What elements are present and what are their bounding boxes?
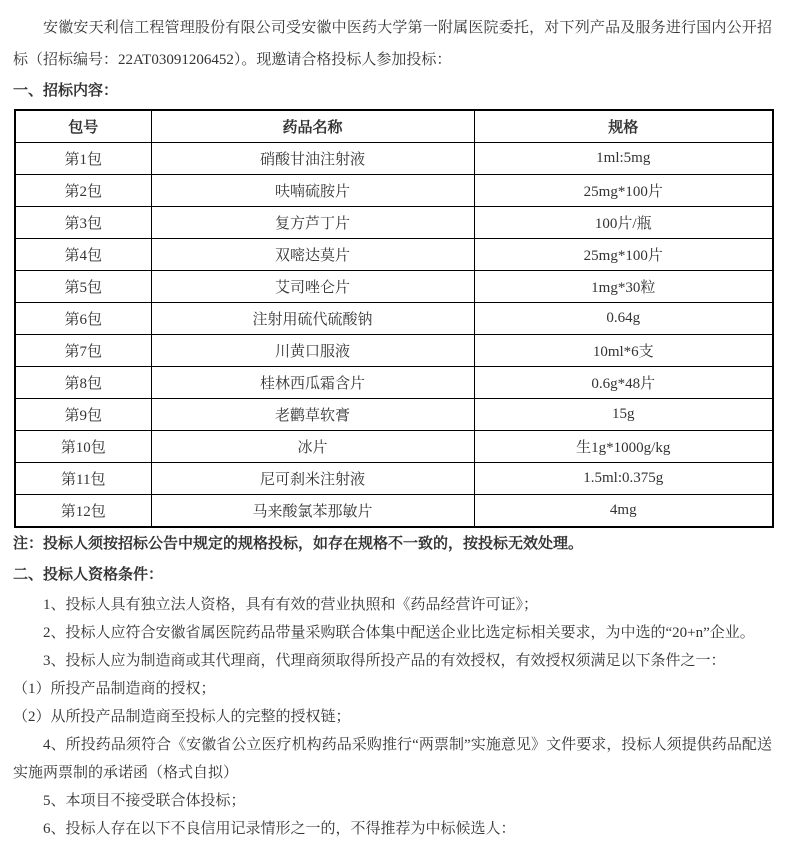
package-cell: 第5包 xyxy=(15,271,151,303)
table-row xyxy=(15,431,773,463)
qualification-item-4: 4、所投药品须符合《安徽省公立医疗机构药品采购推行“两票制”实施意见》文件要求，投标人须提供药品配送实施两票制的承诺函（格式自拟） xyxy=(13,737,772,781)
spec-cell: 1mg*30粒 xyxy=(474,271,773,303)
qualification-item-6: 6、投标人存在以下不良信用记录情形之一的，不得推荐为中标候选人： xyxy=(43,821,516,837)
drug-name-cell: 川黄口服液 xyxy=(151,335,474,367)
table-row xyxy=(15,335,773,367)
drug-name-cell: 老鹳草软膏 xyxy=(151,399,474,431)
spec-cell: 100片/瓶 xyxy=(474,207,773,239)
spec-cell: 4mg xyxy=(474,495,773,528)
package-cell: 第8包 xyxy=(15,367,151,399)
spec-compliance-note: 注：投标人须按招标公告中规定的规格投标，如存在规格不一致的，按投标无效处理。 xyxy=(13,536,584,552)
intro-paragraph: 安徽安天利信工程管理股份有限公司受安徽中医药大学第一附属医院委托，对下列产品及服务进行国内公开招标（招标编号：22AT03091206452）。现邀请合格投标人参加投标： xyxy=(13,20,772,68)
qualification-item-3: 3、投标人应为制造商或其代理商，代理商须取得所投产品的有效授权，有效授权须满足以下条件之一： xyxy=(43,653,726,669)
drug-name-cell: 复方芦丁片 xyxy=(151,207,474,239)
section-heading-bidder-qualification: 二、投标人资格条件： xyxy=(13,567,164,583)
spec-cell: 1ml:5mg xyxy=(474,143,773,175)
drug-name-cell: 冰片 xyxy=(151,431,474,463)
table-row xyxy=(15,239,773,271)
package-cell: 第12包 xyxy=(15,495,151,528)
spec-cell: 25mg*100片 xyxy=(474,239,773,271)
package-cell: 第1包 xyxy=(15,143,151,175)
table-row xyxy=(15,399,773,431)
table-row xyxy=(15,175,773,207)
spec-cell: 生1g*1000g/kg xyxy=(474,431,773,463)
table-row xyxy=(15,271,773,303)
drug-name-cell: 桂林西瓜霜含片 xyxy=(151,367,474,399)
spec-cell: 25mg*100片 xyxy=(474,175,773,207)
table-row xyxy=(15,143,773,175)
drug-name-cell: 硝酸甘油注射液 xyxy=(151,143,474,175)
spec-cell: 1.5ml:0.375g xyxy=(474,463,773,495)
drug-name-cell: 尼可刹米注射液 xyxy=(151,463,474,495)
table-row xyxy=(15,495,773,528)
qualification-item-5: 5、本项目不接受联合体投标； xyxy=(43,793,246,809)
qualification-item-1: 1、投标人具有独立法人资格，具有有效的营业执照和《药品经营许可证》； xyxy=(43,597,539,613)
package-cell: 第4包 xyxy=(15,239,151,271)
qualification-item-2: 2、投标人应符合安徽省属医院药品带量采购联合体集中配送企业比选定标相关要求，为中选的“20+n”企业。 xyxy=(43,625,755,641)
qualification-item-3-sub-1: （1）所投产品制造商的授权； xyxy=(13,681,216,697)
spec-cell: 10ml*6支 xyxy=(474,335,773,367)
spec-cell: 0.6g*48片 xyxy=(474,367,773,399)
package-cell: 第9包 xyxy=(15,399,151,431)
spec-cell: 0.64g xyxy=(474,303,773,335)
col-header-spec: 规格 xyxy=(474,110,773,143)
table-header-row xyxy=(15,110,773,143)
drug-name-cell: 马来酸氯苯那敏片 xyxy=(151,495,474,528)
package-cell: 第6包 xyxy=(15,303,151,335)
drug-name-cell: 呋喃硫胺片 xyxy=(151,175,474,207)
table-row xyxy=(15,303,773,335)
package-cell: 第10包 xyxy=(15,431,151,463)
package-cell: 第7包 xyxy=(15,335,151,367)
drug-name-cell: 双嘧达莫片 xyxy=(151,239,474,271)
qualification-item-3-sub-2: （2）从所投产品制造商至投标人的完整的授权链； xyxy=(13,709,351,725)
package-cell: 第2包 xyxy=(15,175,151,207)
tender-items-table xyxy=(14,109,774,528)
table-row xyxy=(15,463,773,495)
spec-cell: 15g xyxy=(474,399,773,431)
drug-name-cell: 艾司唑仑片 xyxy=(151,271,474,303)
col-header-package: 包号 xyxy=(15,110,151,143)
table-row xyxy=(15,207,773,239)
table-row xyxy=(15,367,773,399)
package-cell: 第3包 xyxy=(15,207,151,239)
col-header-drug-name: 药品名称 xyxy=(151,110,474,143)
drug-name-cell: 注射用硫代硫酸钠 xyxy=(151,303,474,335)
section-heading-tender-content: 一、招标内容： xyxy=(13,83,119,99)
package-cell: 第11包 xyxy=(15,463,151,495)
qualification-items xyxy=(13,591,772,843)
